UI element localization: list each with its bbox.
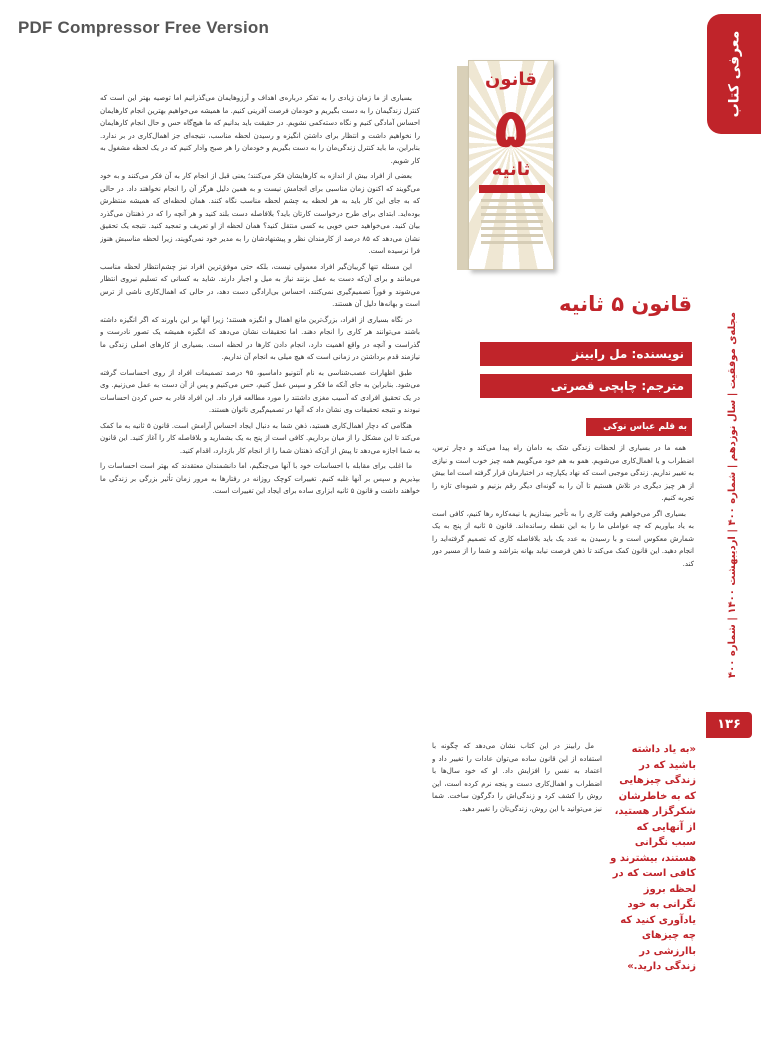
paragraph: بسیاری اگر می‌خواهیم وقت کاری را به تأخیر بیندازیم یا نیمه‌کاره رها کنیم، کافی است به یاد بیاوریم که چه عواملی ما را به این نقطه رسانده‌اند. قانون ۵ ثانیه از پنج به یک شمارش معکوس است و با رسیدن به عدد یک باید بلافاصله کاری که تصمیم گرفته‌اید را انجام دهید. این قانون کمک می‌کند تا ذهن فرصت نیابد بهانه بتراشد و شما را از مسیر دور کند. bbox=[432, 509, 694, 568]
paragraph: همه ما در بسیاری از لحظات زندگی شک به دامان راه پیدا می‌کند و دچار ترس، اضطراب و یا اهمال‌کاری می‌شویم. همو به هم خود می‌گوییم همه چیز خوب است و نیازی به تغییر نداریم. زندگی موجبی است که نهاد یکپارچه در اختیارمان قرار گرفته است اما بیش از هر چیز دیگری در تلاش هستیم تا آن را به گونه‌ای دیگر رقم بزنیم و شیوه‌ای تازه را تجربه کنیم. bbox=[432, 444, 694, 502]
translator-credit: مترجم: چاپچی قصرتی bbox=[480, 374, 692, 398]
section-label: معرفی کتاب bbox=[726, 30, 743, 118]
body-column-right bbox=[432, 442, 694, 734]
watermark: PDF Compressor Free Version bbox=[18, 18, 270, 37]
paragraph: طبق اظهارات عصب‌شناسی به نام آنتونیو داماسیو، ۹۵ درصد تصمیمات افراد از روی احساسات گرفته می‌شود. بنابراین به جای آنکه ما فکر و سپس عمل کنیم، حس می‌کنیم و پس از آن دست به عمل می‌زنیم. وی در یک تحقیق افرادی که آسیب مغزی داشتند را مورد مطالعه قرار داد. این افراد قادر به حس کردن احساسات نبودند و نتیجه تحقیقات وی نشان داد که آنها در تصمیم‌گیری ناتوان هستند. bbox=[100, 368, 420, 414]
pull-quote: «به یاد داشته باشید که در زندگی چیزهایی که به خاطرشان شکرگزار هستید، از آنهایی که سبب نگرانی هستند، بیشترند و کافی است که در لحظه بروز نگرانی به خود یادآوری کنید که چه چیزهای باارزشی در زندگی دارید.» bbox=[610, 744, 696, 972]
paragraph: هنگامی که دچار اهمال‌کاری هستید، ذهن شما به دنبال ایجاد احساس آرامش است. قانون ۵ ثانیه به ما کمک می‌کند تا این مشکل را از میان برداریم. کافی است از پنج به یک بشمارید و بلافاصله کار را آغاز کنید. این قانون به شما اجازه می‌دهد تا پیش از آن‌که ذهنتان شما را از انجام کار بازدارد، اقدام کنید. bbox=[100, 421, 420, 455]
book-cover-number: ۵ bbox=[494, 97, 528, 160]
book-cover-image bbox=[468, 60, 554, 270]
book-cover-title-top: قانون bbox=[485, 69, 537, 90]
byline: به قلم عباس نوکی bbox=[586, 418, 692, 436]
paragraph: در نگاه بسیاری از افراد، بزرگ‌ترین مانع اهمال و انگیزه هستند؛ زیرا آنها بر این باورند که اگر انگیزه داشته باشند می‌توانند هر کاری را انجام دهند. اما تحقیقات نشان می‌دهد که انگیزه همیشه یک تصور نادرست و گذراست و آنچه در واقع اهمیت دارد، انجام دادن کارها در لحظه است. بسیاری از کارهای اصلی زندگی ما نیازمند قدم برداشتن در زمانی است که هیچ میلی به انجام آن نداریم. bbox=[100, 315, 420, 361]
section-tab bbox=[707, 14, 761, 134]
paragraph: ما اغلب برای مقابله با احساسات خود با آنها می‌جنگیم، اما دانشمندان معتقدند که بهتر است احساسات را بپذیریم و سپس بر آنها غلبه کنیم. تغییرات کوچک روزانه در رفتارها به مرور زمان تأثیر بزرگی بر زندگی ما خواهند داشت و قانون ۵ ثانیه ابزاری ساده برای ایجاد این تغییرات است. bbox=[100, 462, 420, 495]
body-column-left bbox=[100, 92, 420, 892]
page-number: ۱۳۶ bbox=[706, 712, 752, 738]
paragraph: این مسئله تنها گریبان‌گیر افراد معمولی نیست، بلکه حتی موفق‌ترین افراد نیز چشم‌انتظار لحظه مناسب می‌مانند و برای آن‌که دست به عمل بزنند نیاز به میل و اجبار دارند. شاید به کسانی که تسلیم نیروی انتظار می‌شوند و فوراً تصمیم‌گیری نمی‌کنند، احساس بی‌ارادگی دست دهد، در حالی که اهمال‌کاری ناشی از ترس است و بهانه‌ها دلیل آن هستند. bbox=[100, 262, 420, 308]
paragraph: مل رابینز در این کتاب نشان می‌دهد که چگونه با استفاده از این قانون ساده می‌توان عادات را تغییر داد و اعتماد به نفس را افزایش داد. او که خود سال‌ها با اضطراب و اهمال‌کاری دست و پنجه نرم کرده است، این روش را کشف کرد و زندگی‌اش را دگرگون ساخت. شما نیز می‌توانید با این روش، زندگی‌تان را تغییر دهید. bbox=[432, 742, 602, 813]
paragraph: بعضی از افراد بیش از اندازه به کارهایشان فکر می‌کنند؛ یعنی قبل از انجام کار به آن فکر می‌کنند و به خود می‌گویند که اکنون زمان مناسبی برای انجامش نیست و به همین دلیل هرگز آن را انجام نخواهند داد. در حالی که به جای این کار باید به هر لحظه به چشم لحظه مناسب نگاه کنند. همان لحظه‌ای که همیشه منتظرش بوده‌اید. ابتدای برای طرح درخواست کارتان باید؟ بلافاصله دست بلند کنید و هر آنچه را که در ذهنتان می‌گذرد بیان کنید. می‌خواهید حس خوبی به کسی منتقل کنید؟ همان لحظه از او تعریف و تمجید کنید. نتیجه یک تحقیق نشان می‌دهد که ۸۵ درصد از کارمندان نظر و پیشنهادشان را به مدیر خود نمی‌گویند، زیرا لحظه مناسبش هنوز فرا نرسیده است. bbox=[100, 172, 420, 255]
author-credit: نویسنده: مل رابینز bbox=[480, 342, 692, 366]
book-cover-lines bbox=[481, 199, 543, 248]
magazine-info-rail bbox=[722, 300, 744, 690]
book-cover-bar bbox=[479, 185, 545, 193]
article-title: قانون ۵ ثانیه bbox=[558, 292, 692, 316]
paragraph: بسیاری از ما زمان زیادی را به تفکر درباره‌ی اهداف و آرزوهایمان می‌گذرانیم اما توصیه بهتر این است که کنترل زندگیمان را به دست بگیریم و خودمان فرصت آفرینی کنیم. ما همیشه می‌خواهیم بهترین انجام کارهایمان احساس آمادگی کنیم و نگاه دسته‌کمی نشویم. در حقیقت باید بدانیم که ما هیچ‌گاه حس و حال انجام کارهایمان را نخواهیم داشت و انتظار برای داشتن انگیزه و رسیدن لحظه مناسب، نتیجه‌ای جز اهمال‌کاری در بر ندارد. بنابراین، ما باید کنترل زندگی‌مان را به دست بگیریم و خودمان را هر صبح وادار کنیم که در یک لحظه مشغول به کار شویم. bbox=[100, 94, 420, 165]
magazine-info-text: مجله‌ی موفقیت | سال نوزدهم | شماره ۴۰۰ | اردیبهشت ۱۴۰۰ | شماره ۴۰۰ bbox=[727, 312, 738, 678]
body-column-right-lower bbox=[432, 740, 602, 910]
book-cover-title-bottom: ثانیه bbox=[491, 159, 531, 180]
